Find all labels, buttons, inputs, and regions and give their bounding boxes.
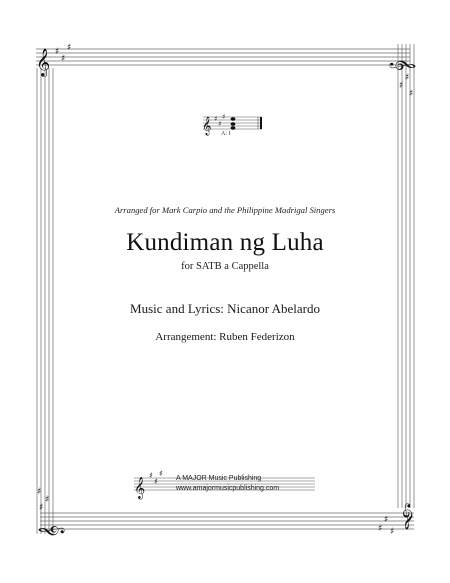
svg-text:♯: ♯ [214, 115, 218, 123]
svg-text:𝄞: 𝄞 [202, 116, 212, 135]
svg-text:♯: ♯ [222, 113, 226, 121]
publisher-url[interactable]: www.amajormusicpublishing.com [176, 485, 280, 492]
svg-text:♯: ♯ [67, 43, 72, 53]
svg-text:♯: ♯ [39, 503, 44, 513]
svg-text:♯: ♯ [159, 469, 163, 478]
top-right-clef-icon [390, 58, 416, 99]
svg-text:♯: ♯ [61, 54, 66, 64]
svg-text:𝄞: 𝄞 [401, 504, 415, 529]
svg-text:𝄞: 𝄞 [36, 48, 51, 76]
top-left-clef-icon [36, 43, 71, 77]
bottom-staff [40, 513, 414, 529]
svg-text:𝄞: 𝄞 [390, 58, 415, 72]
top-staff [36, 49, 410, 65]
svg-text:𝄞: 𝄞 [39, 524, 64, 538]
arranger-credit: Arrangement: Ruben Federizon [155, 331, 295, 343]
bottom-left-clef-icon [37, 487, 64, 538]
publisher-name: A MAJOR Music Publishing [176, 475, 262, 482]
svg-text:♯: ♯ [149, 471, 153, 480]
svg-text:♯: ♯ [378, 524, 383, 534]
dedication-line: Arranged for Mark Carpio and the Philippine Madrigal Singers [114, 205, 336, 215]
page-title: Kundiman ng Luha [126, 229, 324, 256]
svg-text:♯: ♯ [399, 81, 404, 91]
svg-text:♯: ♯ [390, 527, 395, 537]
subtitle: for SATB a Cappella [181, 261, 269, 272]
svg-text:♯: ♯ [37, 487, 42, 497]
svg-text:♯: ♯ [154, 477, 158, 486]
svg-text:♯: ♯ [45, 495, 50, 505]
svg-text:♯: ♯ [405, 73, 410, 83]
svg-text:♯: ♯ [409, 89, 414, 99]
composer-credit: Music and Lyrics: Nicanor Abelardo [130, 301, 320, 316]
right-staff [398, 44, 414, 508]
bottom-right-clef-icon [378, 504, 415, 537]
key-signature-motif [202, 113, 262, 136]
svg-text:♯: ♯ [384, 515, 389, 525]
svg-text:♯: ♯ [55, 47, 60, 57]
svg-text:𝄞: 𝄞 [134, 477, 146, 499]
svg-text:♯: ♯ [218, 120, 222, 128]
key-signature-label: A: I [221, 131, 231, 137]
